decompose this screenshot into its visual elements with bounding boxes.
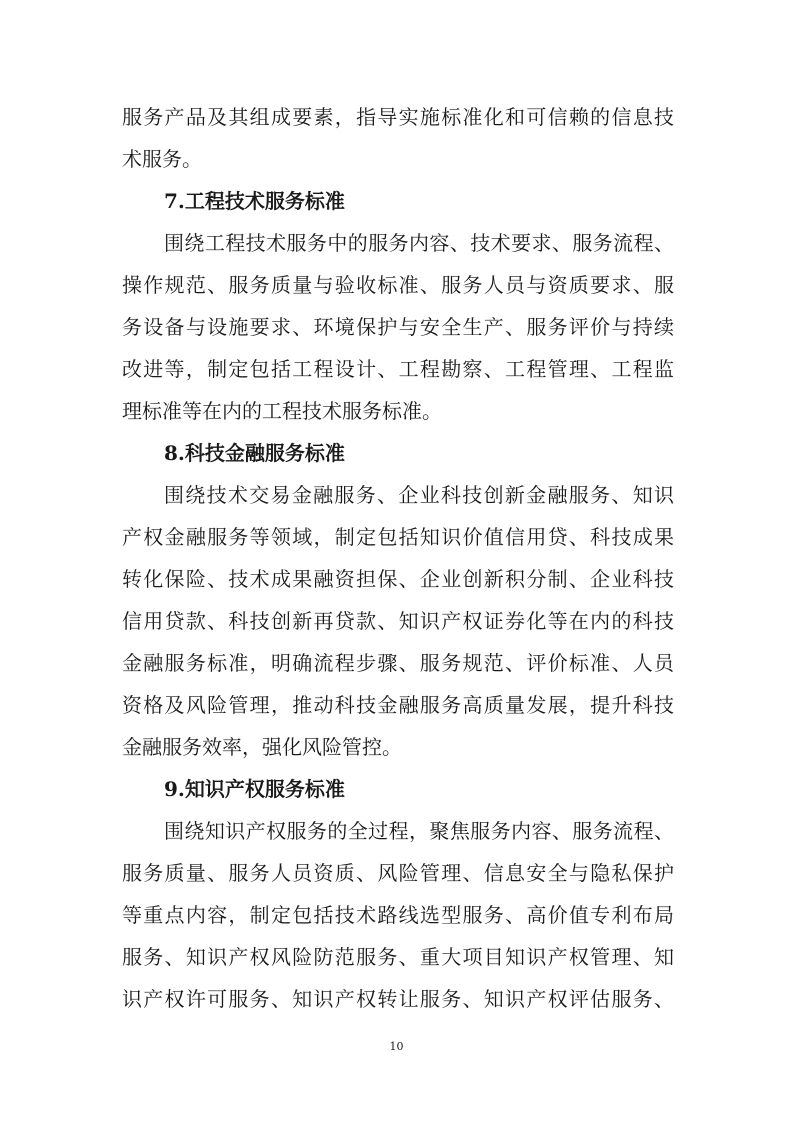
paragraph-line: 金融服务效率，强化风险管控。 <box>122 735 402 759</box>
paragraph-line: 服务、知识产权风险防范服务、重大项目知识产权管理、知 <box>122 945 674 969</box>
paragraph-line: 等重点内容，制定包括技术路线选型服务、高价值专利布局 <box>122 903 674 927</box>
paragraph-line: 转化保险、技术成果融资担保、企业创新积分制、企业科技 <box>122 567 674 591</box>
paragraph-line: 围绕知识产权服务的全过程，聚焦服务内容、服务流程、 <box>164 819 674 843</box>
paragraph-line: 服务质量、服务人员资质、风险管理、信息安全与隐私保护 <box>122 861 674 885</box>
paragraph-line: 信用贷款、科技创新再贷款、知识产权证券化等在内的科技 <box>122 609 674 633</box>
section-heading: 7.工程技术服务标准 <box>164 189 345 213</box>
paragraph-line: 服务产品及其组成要素，指导实施标准化和可信赖的信息技 <box>122 105 674 129</box>
paragraph-line: 金融服务标准，明确流程步骤、服务规范、评价标准、人员 <box>122 651 674 675</box>
section-heading: 9.知识产权服务标准 <box>164 777 345 801</box>
paragraph-line: 围绕工程技术服务中的服务内容、技术要求、服务流程、 <box>164 231 674 255</box>
paragraph-line: 围绕技术交易金融服务、企业科技创新金融服务、知识 <box>164 483 674 507</box>
paragraph-line: 术服务。 <box>122 147 202 171</box>
page-number: 10 <box>389 1040 404 1053</box>
paragraph-line: 改进等，制定包括工程设计、工程勘察、工程管理、工程监 <box>122 357 674 381</box>
paragraph-line: 资格及风险管理，推动科技金融服务高质量发展，提升科技 <box>122 693 674 717</box>
paragraph-line: 产权金融服务等领域，制定包括知识价值信用贷、科技成果 <box>122 525 674 549</box>
paragraph-line: 务设备与设施要求、环境保护与安全生产、服务评价与持续 <box>122 315 674 339</box>
paragraph-line: 理标准等在内的工程技术服务标准。 <box>122 399 442 423</box>
paragraph-line: 识产权许可服务、知识产权转让服务、知识产权评估服务、 <box>122 987 674 1011</box>
section-heading: 8.科技金融服务标准 <box>164 441 345 465</box>
paragraph-line: 操作规范、服务质量与验收标准、服务人员与资质要求、服 <box>122 273 674 297</box>
